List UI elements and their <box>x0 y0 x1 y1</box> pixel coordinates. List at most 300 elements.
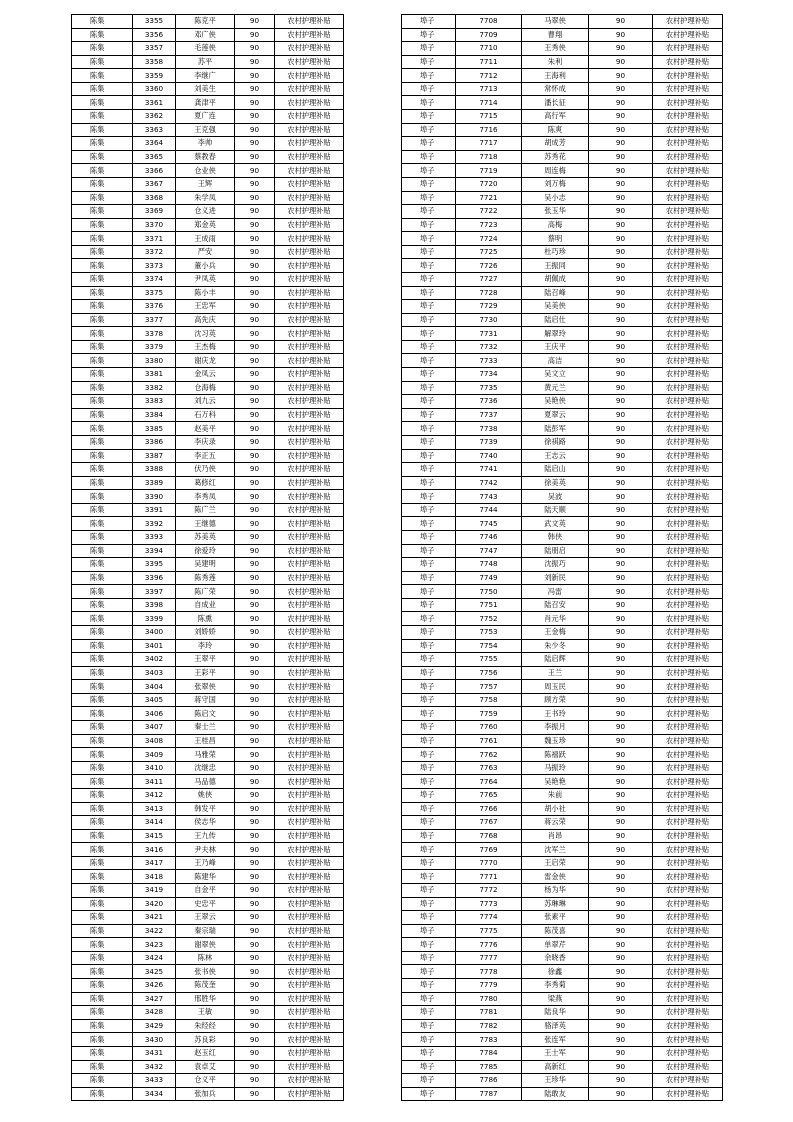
name-cell: 陈林 <box>176 951 235 965</box>
record-id-cell: 7775 <box>456 924 522 938</box>
table-row <box>72 938 344 952</box>
category-cell: 农村护理补贴 <box>275 1087 344 1101</box>
table-row <box>402 530 723 544</box>
amount-cell: 90 <box>235 422 275 436</box>
name-cell: 侯志华 <box>176 816 235 830</box>
record-id-cell: 3373 <box>133 259 176 273</box>
category-cell: 农村护理补贴 <box>653 802 723 816</box>
village-cell: 陈集 <box>72 15 133 29</box>
table-row <box>72 42 344 56</box>
name-cell: 刘新民 <box>522 571 589 585</box>
name-cell: 顾方荣 <box>522 693 589 707</box>
name-cell: 余晓香 <box>522 951 589 965</box>
table-row <box>72 911 344 925</box>
village-cell: 陈集 <box>72 55 133 69</box>
name-cell: 邢胜华 <box>176 992 235 1006</box>
table-row <box>402 843 723 857</box>
name-cell: 高洁 <box>522 354 589 368</box>
amount-cell: 90 <box>235 300 275 314</box>
table-row <box>402 1033 723 1047</box>
amount-cell: 90 <box>589 205 653 219</box>
category-cell: 农村护理补贴 <box>653 191 723 205</box>
category-cell: 农村护理补贴 <box>653 449 723 463</box>
name-cell: 王继德 <box>176 517 235 531</box>
record-id-cell: 3367 <box>133 177 176 191</box>
table-row <box>402 476 723 490</box>
amount-cell: 90 <box>235 381 275 395</box>
village-cell: 埠子 <box>402 300 456 314</box>
table-row <box>72 1087 344 1101</box>
amount-cell: 90 <box>589 1060 653 1074</box>
table-row <box>72 123 344 137</box>
village-cell: 陈集 <box>72 870 133 884</box>
village-cell: 埠子 <box>402 476 456 490</box>
village-cell: 陈集 <box>72 571 133 585</box>
village-cell: 埠子 <box>402 612 456 626</box>
village-cell: 陈集 <box>72 639 133 653</box>
village-cell: 埠子 <box>402 585 456 599</box>
amount-cell: 90 <box>589 653 653 667</box>
name-cell: 陆朋启 <box>522 544 589 558</box>
amount-cell: 90 <box>235 517 275 531</box>
amount-cell: 90 <box>235 707 275 721</box>
village-cell: 埠子 <box>402 897 456 911</box>
amount-cell: 90 <box>589 829 653 843</box>
category-cell: 农村护理补贴 <box>653 69 723 83</box>
village-cell: 陈集 <box>72 1006 133 1020</box>
name-cell: 王庆平 <box>522 340 589 354</box>
category-cell: 农村护理补贴 <box>275 693 344 707</box>
amount-cell: 90 <box>589 816 653 830</box>
table-row <box>402 28 723 42</box>
name-cell: 王兰 <box>522 666 589 680</box>
village-cell: 埠子 <box>402 395 456 409</box>
category-cell: 农村护理补贴 <box>275 870 344 884</box>
village-cell: 陈集 <box>72 259 133 273</box>
table-row <box>402 313 723 327</box>
village-cell: 陈集 <box>72 558 133 572</box>
name-cell: 张翠侠 <box>176 680 235 694</box>
table-row <box>402 666 723 680</box>
category-cell: 农村护理补贴 <box>275 816 344 830</box>
village-cell: 陈集 <box>72 517 133 531</box>
village-cell: 陈集 <box>72 177 133 191</box>
village-cell: 陈集 <box>72 28 133 42</box>
name-cell: 王金梅 <box>522 626 589 640</box>
table-row <box>72 259 344 273</box>
name-cell: 李秀菊 <box>522 979 589 993</box>
amount-cell: 90 <box>235 938 275 952</box>
table-row <box>72 992 344 1006</box>
table-row <box>402 979 723 993</box>
left-table-body <box>72 15 344 1101</box>
name-cell: 吴建明 <box>176 558 235 572</box>
name-cell: 徐爱玲 <box>176 544 235 558</box>
record-id-cell: 3395 <box>133 558 176 572</box>
category-cell: 农村护理补贴 <box>653 55 723 69</box>
category-cell: 农村护理补贴 <box>275 1046 344 1060</box>
table-row <box>72 666 344 680</box>
category-cell: 农村护理补贴 <box>653 680 723 694</box>
name-cell: 尹凤英 <box>176 272 235 286</box>
table-row <box>402 951 723 965</box>
category-cell: 农村护理补贴 <box>653 639 723 653</box>
name-cell: 陆召峰 <box>522 286 589 300</box>
record-id-cell: 7732 <box>456 340 522 354</box>
table-row <box>72 1019 344 1033</box>
category-cell: 农村护理补贴 <box>653 476 723 490</box>
table-row <box>402 1019 723 1033</box>
table-row <box>72 191 344 205</box>
record-id-cell: 3421 <box>133 911 176 925</box>
village-cell: 埠子 <box>402 856 456 870</box>
category-cell: 农村护理补贴 <box>275 381 344 395</box>
record-id-cell: 3405 <box>133 693 176 707</box>
record-id-cell: 3403 <box>133 666 176 680</box>
village-cell: 陈集 <box>72 110 133 124</box>
name-cell: 李正五 <box>176 449 235 463</box>
record-id-cell: 7752 <box>456 612 522 626</box>
village-cell: 陈集 <box>72 680 133 694</box>
village-cell: 埠子 <box>402 1087 456 1101</box>
table-row <box>72 449 344 463</box>
record-id-cell: 3408 <box>133 734 176 748</box>
table-row <box>402 449 723 463</box>
name-cell: 仓义进 <box>176 205 235 219</box>
category-cell: 农村护理补贴 <box>653 327 723 341</box>
amount-cell: 90 <box>589 381 653 395</box>
category-cell: 农村护理补贴 <box>275 15 344 29</box>
village-cell: 陈集 <box>72 951 133 965</box>
table-row <box>402 1074 723 1088</box>
name-cell: 夏翠云 <box>522 408 589 422</box>
name-cell: 自金平 <box>176 884 235 898</box>
table-row <box>402 408 723 422</box>
table-row <box>72 15 344 29</box>
name-cell: 伏乃侠 <box>176 463 235 477</box>
amount-cell: 90 <box>235 856 275 870</box>
category-cell: 农村护理补贴 <box>275 965 344 979</box>
amount-cell: 90 <box>235 530 275 544</box>
name-cell: 高先庆 <box>176 313 235 327</box>
name-cell: 王彩平 <box>176 666 235 680</box>
category-cell: 农村护理补贴 <box>653 626 723 640</box>
category-cell: 农村护理补贴 <box>275 259 344 273</box>
table-row <box>72 1046 344 1060</box>
amount-cell: 90 <box>589 272 653 286</box>
category-cell: 农村护理补贴 <box>653 123 723 137</box>
village-cell: 陈集 <box>72 598 133 612</box>
table-row <box>72 775 344 789</box>
name-cell: 陈爽 <box>522 123 589 137</box>
village-cell: 埠子 <box>402 843 456 857</box>
village-cell: 埠子 <box>402 965 456 979</box>
amount-cell: 90 <box>235 218 275 232</box>
record-id-cell: 7710 <box>456 42 522 56</box>
record-id-cell: 7770 <box>456 856 522 870</box>
table-row <box>402 490 723 504</box>
record-id-cell: 7767 <box>456 816 522 830</box>
village-cell: 埠子 <box>402 992 456 1006</box>
record-id-cell: 3396 <box>133 571 176 585</box>
table-row <box>72 368 344 382</box>
table-row <box>402 734 723 748</box>
name-cell: 马振玲 <box>522 761 589 775</box>
village-cell: 埠子 <box>402 829 456 843</box>
category-cell: 农村护理补贴 <box>275 897 344 911</box>
amount-cell: 90 <box>235 368 275 382</box>
village-cell: 埠子 <box>402 884 456 898</box>
table-row <box>402 395 723 409</box>
village-cell: 埠子 <box>402 490 456 504</box>
record-id-cell: 3406 <box>133 707 176 721</box>
table-row <box>72 870 344 884</box>
category-cell: 农村护理补贴 <box>275 449 344 463</box>
name-cell: 肖元华 <box>522 612 589 626</box>
name-cell: 冯雷 <box>522 585 589 599</box>
category-cell: 农村护理补贴 <box>653 761 723 775</box>
name-cell: 朱利 <box>522 55 589 69</box>
record-id-cell: 3401 <box>133 639 176 653</box>
category-cell: 农村护理补贴 <box>275 463 344 477</box>
category-cell: 农村护理补贴 <box>653 951 723 965</box>
record-id-cell: 3375 <box>133 286 176 300</box>
table-row <box>72 856 344 870</box>
amount-cell: 90 <box>235 463 275 477</box>
category-cell: 农村护理补贴 <box>653 653 723 667</box>
name-cell: 郑金英 <box>176 218 235 232</box>
name-cell: 李秀凤 <box>176 490 235 504</box>
village-cell: 陈集 <box>72 897 133 911</box>
record-id-cell: 3422 <box>133 924 176 938</box>
name-cell: 李振月 <box>522 721 589 735</box>
category-cell: 农村护理补贴 <box>275 979 344 993</box>
category-cell: 农村护理补贴 <box>653 693 723 707</box>
amount-cell: 90 <box>589 313 653 327</box>
name-cell: 刘美生 <box>176 82 235 96</box>
village-cell: 埠子 <box>402 381 456 395</box>
category-cell: 农村护理补贴 <box>653 1006 723 1020</box>
name-cell: 朱学凤 <box>176 191 235 205</box>
name-cell: 王克强 <box>176 123 235 137</box>
category-cell: 农村护理补贴 <box>653 775 723 789</box>
table-row <box>72 530 344 544</box>
table-row <box>402 503 723 517</box>
name-cell: 陆召安 <box>522 598 589 612</box>
record-id-cell: 7711 <box>456 55 522 69</box>
record-id-cell: 7786 <box>456 1074 522 1088</box>
name-cell: 史忠平 <box>176 897 235 911</box>
record-id-cell: 7763 <box>456 761 522 775</box>
village-cell: 陈集 <box>72 653 133 667</box>
category-cell: 农村护理补贴 <box>275 313 344 327</box>
category-cell: 农村护理补贴 <box>653 666 723 680</box>
village-cell: 埠子 <box>402 1060 456 1074</box>
village-cell: 陈集 <box>72 707 133 721</box>
village-cell: 埠子 <box>402 734 456 748</box>
name-cell: 胡佩成 <box>522 272 589 286</box>
amount-cell: 90 <box>235 843 275 857</box>
table-row <box>402 177 723 191</box>
record-id-cell: 7735 <box>456 381 522 395</box>
category-cell: 农村护理补贴 <box>275 218 344 232</box>
name-cell: 吴艳艳 <box>522 775 589 789</box>
village-cell: 陈集 <box>72 721 133 735</box>
amount-cell: 90 <box>589 598 653 612</box>
village-cell: 埠子 <box>402 232 456 246</box>
village-cell: 埠子 <box>402 721 456 735</box>
amount-cell: 90 <box>235 1087 275 1101</box>
village-cell: 陈集 <box>72 1074 133 1088</box>
village-cell: 陈集 <box>72 816 133 830</box>
village-cell: 陈集 <box>72 191 133 205</box>
village-cell: 陈集 <box>72 354 133 368</box>
amount-cell: 90 <box>235 612 275 626</box>
table-row <box>402 571 723 585</box>
record-id-cell: 3370 <box>133 218 176 232</box>
table-row <box>72 313 344 327</box>
table-row <box>402 856 723 870</box>
name-cell: 王翠云 <box>176 911 235 925</box>
amount-cell: 90 <box>235 870 275 884</box>
record-id-cell: 7717 <box>456 137 522 151</box>
record-id-cell: 7765 <box>456 788 522 802</box>
record-id-cell: 3372 <box>133 245 176 259</box>
name-cell: 张玉华 <box>522 205 589 219</box>
name-cell: 陈小丰 <box>176 286 235 300</box>
amount-cell: 90 <box>235 734 275 748</box>
name-cell: 张书侠 <box>176 965 235 979</box>
amount-cell: 90 <box>235 775 275 789</box>
name-cell: 王辉 <box>176 177 235 191</box>
name-cell: 陈建华 <box>176 870 235 884</box>
village-cell: 陈集 <box>72 924 133 938</box>
category-cell: 农村护理补贴 <box>275 177 344 191</box>
amount-cell: 90 <box>589 571 653 585</box>
village-cell: 埠子 <box>402 544 456 558</box>
category-cell: 农村护理补贴 <box>653 911 723 925</box>
name-cell: 吴文立 <box>522 368 589 382</box>
table-row <box>402 110 723 124</box>
record-id-cell: 7741 <box>456 463 522 477</box>
category-cell: 农村护理补贴 <box>275 408 344 422</box>
amount-cell: 90 <box>235 435 275 449</box>
category-cell: 农村护理补贴 <box>653 42 723 56</box>
amount-cell: 90 <box>235 816 275 830</box>
amount-cell: 90 <box>589 761 653 775</box>
record-id-cell: 7746 <box>456 530 522 544</box>
record-id-cell: 3355 <box>133 15 176 29</box>
village-cell: 埠子 <box>402 707 456 721</box>
table-row <box>402 15 723 29</box>
record-id-cell: 3393 <box>133 530 176 544</box>
record-id-cell: 3434 <box>133 1087 176 1101</box>
name-cell: 韩侠 <box>522 530 589 544</box>
record-id-cell: 3382 <box>133 381 176 395</box>
table-row <box>72 626 344 640</box>
amount-cell: 90 <box>589 1046 653 1060</box>
table-row <box>402 911 723 925</box>
name-cell: 苏美英 <box>176 530 235 544</box>
category-cell: 农村护理补贴 <box>653 843 723 857</box>
amount-cell: 90 <box>235 802 275 816</box>
table-row <box>402 992 723 1006</box>
village-cell: 陈集 <box>72 150 133 164</box>
table-row <box>72 979 344 993</box>
amount-cell: 90 <box>589 938 653 952</box>
village-cell: 陈集 <box>72 232 133 246</box>
table-row <box>72 232 344 246</box>
record-id-cell: 7742 <box>456 476 522 490</box>
record-id-cell: 7777 <box>456 951 522 965</box>
amount-cell: 90 <box>589 123 653 137</box>
village-cell: 陈集 <box>72 748 133 762</box>
amount-cell: 90 <box>589 897 653 911</box>
amount-cell: 90 <box>589 150 653 164</box>
village-cell: 埠子 <box>402 463 456 477</box>
category-cell: 农村护理补贴 <box>653 530 723 544</box>
category-cell: 农村护理补贴 <box>653 1060 723 1074</box>
record-id-cell: 7748 <box>456 558 522 572</box>
name-cell: 蒋守国 <box>176 693 235 707</box>
village-cell: 陈集 <box>72 1033 133 1047</box>
table-row <box>72 327 344 341</box>
name-cell: 李继广 <box>176 69 235 83</box>
amount-cell: 90 <box>589 680 653 694</box>
amount-cell: 90 <box>589 395 653 409</box>
village-cell: 陈集 <box>72 449 133 463</box>
village-cell: 埠子 <box>402 626 456 640</box>
table-row <box>72 829 344 843</box>
record-id-cell: 3363 <box>133 123 176 137</box>
record-id-cell: 7722 <box>456 205 522 219</box>
record-id-cell: 3377 <box>133 313 176 327</box>
name-cell: 谢翠侠 <box>176 938 235 952</box>
category-cell: 农村护理补贴 <box>275 788 344 802</box>
record-id-cell: 7725 <box>456 245 522 259</box>
amount-cell: 90 <box>589 245 653 259</box>
village-cell: 陈集 <box>72 435 133 449</box>
village-cell: 埠子 <box>402 503 456 517</box>
category-cell: 农村护理补贴 <box>275 938 344 952</box>
amount-cell: 90 <box>235 123 275 137</box>
record-id-cell: 7734 <box>456 368 522 382</box>
record-id-cell: 3419 <box>133 884 176 898</box>
table-row <box>402 435 723 449</box>
record-id-cell: 3414 <box>133 816 176 830</box>
name-cell: 苏平 <box>176 55 235 69</box>
table-row <box>72 408 344 422</box>
category-cell: 农村护理补贴 <box>275 721 344 735</box>
village-cell: 陈集 <box>72 42 133 56</box>
category-cell: 农村护理补贴 <box>275 598 344 612</box>
name-cell: 赵玉红 <box>176 1046 235 1060</box>
category-cell: 农村护理补贴 <box>653 571 723 585</box>
name-cell: 刘娇娇 <box>176 626 235 640</box>
table-row <box>402 137 723 151</box>
record-id-cell: 7728 <box>456 286 522 300</box>
category-cell: 农村护理补贴 <box>275 707 344 721</box>
name-cell: 杨为华 <box>522 884 589 898</box>
category-cell: 农村护理补贴 <box>653 612 723 626</box>
table-row <box>72 1060 344 1074</box>
village-cell: 陈集 <box>72 123 133 137</box>
amount-cell: 90 <box>235 232 275 246</box>
amount-cell: 90 <box>589 884 653 898</box>
amount-cell: 90 <box>589 177 653 191</box>
table-row <box>402 1046 723 1060</box>
record-id-cell: 3359 <box>133 69 176 83</box>
